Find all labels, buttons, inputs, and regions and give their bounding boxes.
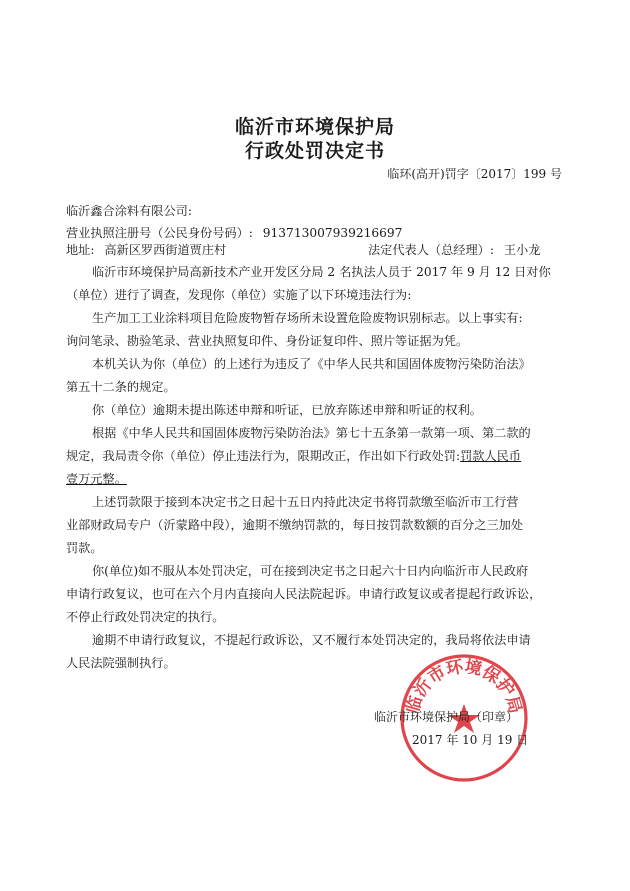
paragraph-7-line-2: 申请行政复议，也可在六个月内直接向人民法院起诉。申请行政复议或者提起行政诉讼， [66, 587, 542, 601]
signature-date: 2017 年 10 月 19 日 [412, 733, 529, 747]
paragraph-5-line-2 [66, 448, 521, 464]
registration-label: 营业执照注册号（公民身份号码）: [66, 226, 253, 240]
signature-organization: 临沂市环境保护局（印章） [374, 710, 519, 724]
paragraph-1-line-2: （单位）进行了调查，发现你（单位）实施了以下环境违法行为: [66, 288, 412, 302]
registration-number: 913713007939216697 [262, 226, 403, 240]
penalty-decision-text: 规定，我局责令你（单位）停止违法行为，限期改正，作出如下行政处罚: [66, 449, 461, 463]
document-title-type: 行政处罚决定书 [244, 140, 385, 162]
paragraph-3-line-1: 本机关认为你（单位）的上述行为违反了《中华人民共和国固体废物污染防治法》 [92, 357, 531, 371]
paragraph-1-line-1: 临沂市环境保护局高新技术产业开发区分局 2 名执法人员于 2017 年 9 月 12 日对你 [92, 265, 551, 279]
paragraph-2-line-1: 生产加工工业涂料项目危险废物暂存场所未设置危险废物识别标志。以上事实有: [92, 311, 523, 325]
legal-rep-name: 王小龙 [503, 243, 541, 257]
paragraph-6-line-3: 罚款。 [66, 541, 103, 555]
penalty-amount-part-1: 罚款人民币 [460, 449, 522, 463]
paragraph-5-line-1: 根据《中华人民共和国固体废物污染防治法》第七十五条第一款第一项、第二款的 [92, 426, 531, 440]
paragraph-8-line-2: 人民法院强制执行。 [66, 656, 176, 670]
paragraph-2-line-2: 询问笔录、勘验笔录、营业执照复印件、身份证复印件、照片等证据为凭。 [66, 334, 469, 348]
penalty-amount-part-2: 壹万元整。 [66, 472, 127, 486]
paragraph-4-line-1: 你（单位）逾期未提出陈述申辩和听证，已放弃陈述申辩和听证的权利。 [92, 403, 482, 417]
paragraph-6-line-1: 上述罚款限于接到本决定书之日起十五日内持此决定书将罚款缴至临沂市工行营 [92, 495, 519, 509]
paragraph-7-line-1: 你(单位)如不服从本处罚决定，可在接到决定书之日起六十日内向临沂市人民政府 [92, 564, 529, 578]
seal-text: 临沂市环境保护局 [402, 657, 526, 716]
paragraph-8-line-1: 逾期不申请行政复议，不提起行政诉讼，又不履行本处罚决定的，我局将依法申请 [92, 633, 531, 647]
paragraph-7-line-3: 不停止行政处罚决定的执行。 [66, 610, 225, 624]
legal-rep-row [368, 242, 540, 258]
address-label: 地址: [66, 243, 95, 257]
address-row [66, 242, 226, 258]
registration-row [66, 225, 402, 241]
document-number: 临环(高开)罚字〔2017〕199 号 [387, 167, 562, 181]
recipient-company: 临沂鑫合涂料有限公司: [66, 204, 192, 218]
document-title-agency: 临沂市环境保护局 [234, 116, 395, 138]
address-value: 高新区罗西街道贾庄村 [104, 243, 227, 257]
legal-rep-label: 法定代表人（总经理）: [368, 243, 494, 257]
paragraph-6-line-2: 业部财政局专户（沂蒙路中段），逾期不缴纳罚款的，每日按罚款数额的百分之三加处 [66, 518, 524, 532]
paragraph-3-line-2: 第五十二条的规定。 [66, 380, 176, 394]
